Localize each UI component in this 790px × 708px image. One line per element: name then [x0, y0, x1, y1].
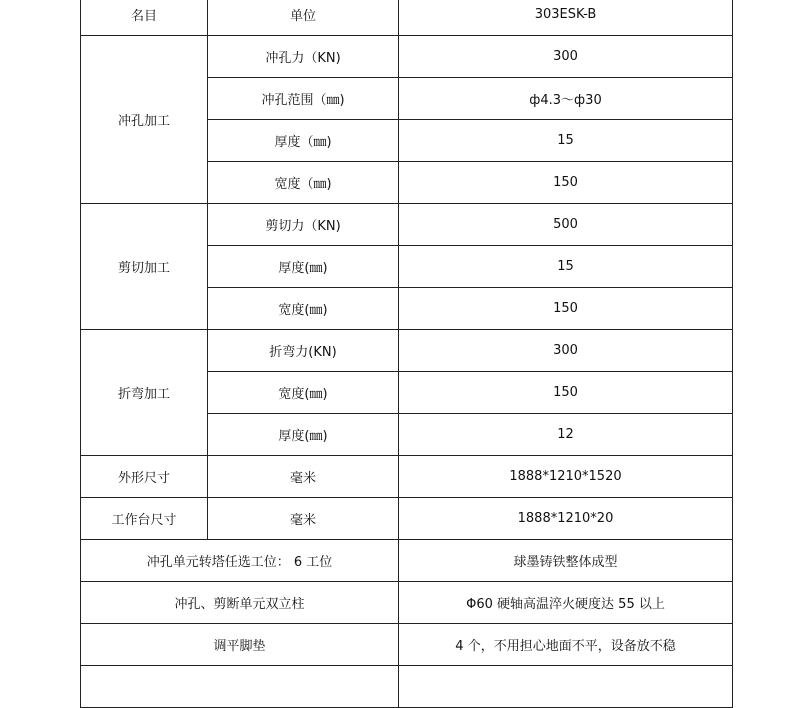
punching-range-label: 冲孔范围（㎜)	[208, 78, 399, 120]
bending-force-label: 折弯力(KN)	[208, 330, 399, 372]
bending-width-value: 150	[399, 372, 733, 414]
header-unit: 单位	[208, 0, 399, 36]
dimensions-value: 1888*1210*1520	[399, 456, 733, 498]
column-label: 冲孔、剪断单元双立柱	[81, 582, 399, 624]
shearing-group: 剪切加工	[81, 204, 208, 330]
header-model: 303ESK-B	[399, 0, 733, 36]
bending-thickness-value: 12	[399, 414, 733, 456]
shearing-width-label: 宽度(㎜)	[208, 288, 399, 330]
leveling-pad-label: 调平脚垫	[81, 624, 399, 666]
shearing-thickness-label: 厚度(㎜)	[208, 246, 399, 288]
table-row-partial	[81, 666, 733, 708]
punching-width-value: 150	[399, 162, 733, 204]
turret-value: 球墨铸铁整体成型	[399, 540, 733, 582]
punching-thickness-value: 15	[399, 120, 733, 162]
table-row	[81, 498, 733, 540]
empty-cell	[81, 666, 399, 708]
table-row	[81, 330, 733, 372]
shearing-force-label: 剪切力（KN)	[208, 204, 399, 246]
punching-range-value: ф4.3～ф30	[399, 78, 733, 120]
bending-force-value: 300	[399, 330, 733, 372]
header-name: 名目	[81, 0, 208, 36]
table-row	[81, 36, 733, 78]
dimensions-unit: 毫米	[208, 456, 399, 498]
punching-force-label: 冲孔力（KN)	[208, 36, 399, 78]
punching-force-value: 300	[399, 36, 733, 78]
worktable-label: 工作台尺寸	[81, 498, 208, 540]
table-row	[81, 582, 733, 624]
empty-cell	[399, 666, 733, 708]
header-row	[81, 0, 733, 36]
punching-group: 冲孔加工	[81, 36, 208, 204]
table-row	[81, 204, 733, 246]
worktable-unit: 毫米	[208, 498, 399, 540]
bending-width-label: 宽度(㎜)	[208, 372, 399, 414]
table-row	[81, 456, 733, 498]
punching-width-label: 宽度（㎜)	[208, 162, 399, 204]
bending-group: 折弯加工	[81, 330, 208, 456]
dimensions-label: 外形尺寸	[81, 456, 208, 498]
spec-table	[80, 0, 733, 708]
shearing-width-value: 150	[399, 288, 733, 330]
bending-thickness-label: 厚度(㎜)	[208, 414, 399, 456]
shearing-thickness-value: 15	[399, 246, 733, 288]
table-row	[81, 540, 733, 582]
turret-label: 冲孔单元转塔任选工位： 6 工位	[81, 540, 399, 582]
punching-thickness-label: 厚度（㎜)	[208, 120, 399, 162]
table-row	[81, 624, 733, 666]
worktable-value: 1888*1210*20	[399, 498, 733, 540]
shearing-force-value: 500	[399, 204, 733, 246]
column-value: Φ60 硬轴高温淬火硬度达 55 以上	[399, 582, 733, 624]
leveling-pad-value: 4 个，不用担心地面不平，设备放不稳	[399, 624, 733, 666]
